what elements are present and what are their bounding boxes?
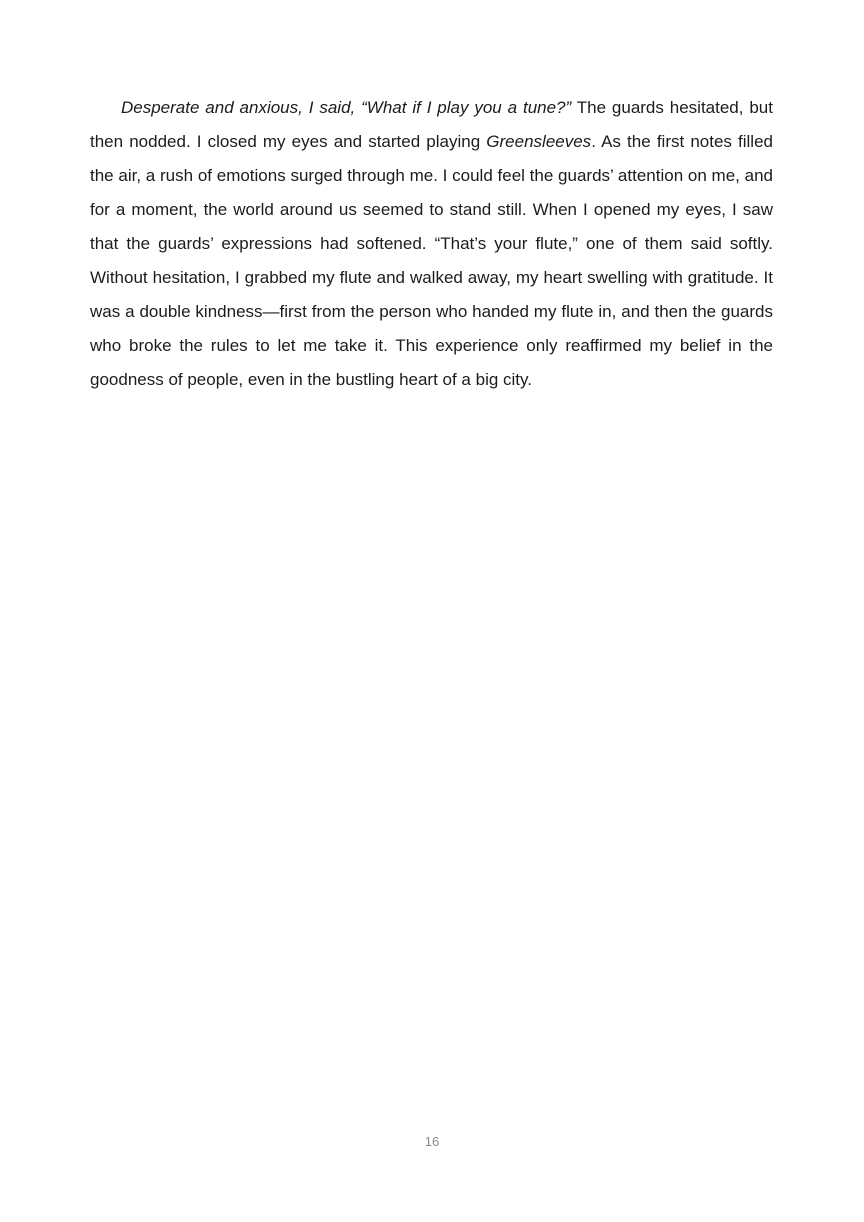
paragraph-text-part-2: . As the first notes filled the air, a rush of emotions surged through me. I could feel the guards’ attention on me, and for a moment, the world around us seemed to stand still. When I opened my eyes, I saw that the guards’ expressions had softened. “That’s your flute,” one of them said softly. Without hesitation, I grabbed my flute and walked away, my heart swelling with gratitude. It was a double kindness—first from the person who handed my flute in, and then the guards who broke the rules to let me take it. This experience only reaffirmed my belief in the goodness of people, even in the bustling heart of a big city. [90, 132, 773, 389]
song-title: Greensleeves [486, 132, 592, 151]
paragraph-text-part-1: The guards hesitated, but then nodded. I closed my eyes and started playing [90, 98, 773, 151]
story-paragraph [90, 91, 773, 397]
page-number: 16 [424, 1134, 440, 1149]
italic-dialogue: Desperate and anxious, I said, “What if I play you a tune?” [121, 98, 572, 117]
